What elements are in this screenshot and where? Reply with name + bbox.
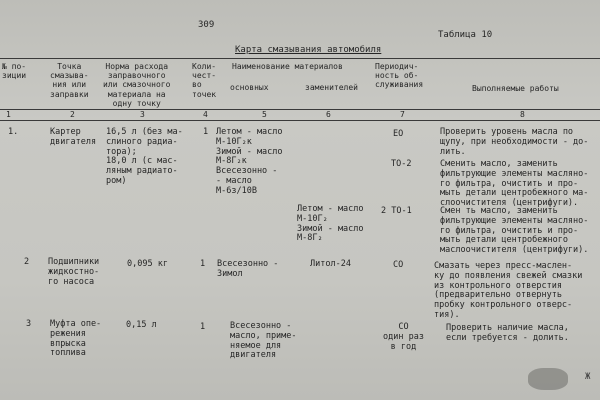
header-lubrication-point: Точка смазыва- ния или заправки	[50, 62, 89, 99]
col-number-5: 5	[262, 110, 267, 119]
row1-count: 1	[203, 127, 209, 137]
row3-count: 1	[200, 322, 206, 332]
row1-period-to1: 2 ТО-1	[381, 206, 412, 216]
col-number-8: 8	[520, 110, 525, 119]
row3-position: 3	[26, 319, 32, 329]
row2-substitute: Литол-24	[310, 259, 351, 269]
col-number-7: 7	[400, 110, 405, 119]
row1-point: Картер двигателя	[50, 127, 97, 147]
header-work-performed: Выполняемые работы	[472, 84, 559, 93]
col-number-3: 3	[140, 110, 145, 119]
row3-point: Муфта опе- режения впрыска топлива	[50, 319, 102, 359]
col-number-1: 1	[6, 110, 11, 119]
table-title: Карта смазывания автомобиля	[235, 45, 382, 55]
header-consumption-norm: Норма расхода заправочного или смазочного материала на одну точку	[103, 62, 171, 108]
corner-mark: Ж	[585, 372, 591, 382]
row2-main-material: Всесезонно - Зимол	[217, 259, 279, 279]
col-number-4: 4	[203, 110, 208, 119]
row2-point: Подшипники жидкостно- го насоса	[48, 257, 100, 287]
header-periodicity: Периодич- ность об- служивания	[375, 62, 424, 90]
row2-work: Смазать через пресс-маслен- ку до появления свежей смазки из контрольного отверстия (предварительно отвернуть пробку контрольного отверс- тия).	[434, 261, 583, 320]
row2-norm: 0,095 кг	[127, 259, 168, 269]
header-bottom-rule	[0, 109, 600, 110]
row1-position: 1.	[8, 127, 19, 137]
row2-position: 2	[24, 257, 30, 267]
header-top-rule	[0, 58, 600, 59]
row1-main-material: Летом - масло М-10Г₂к Зимой - масло М-8Г₂к Всесезонно - - масло М-6з/10В	[216, 127, 283, 196]
row3-work: Проверить наличие масла, если требуется - долить.	[446, 323, 569, 343]
row3-main-material: Всесезонно - масло, приме- няемое для двигателя	[230, 321, 297, 361]
row3-norm: 0,15 л	[126, 320, 157, 330]
row1-work-replace-to2: Сменить масло, заменить фильтрующие элементы маслянo- го фильтра, очистить и про- мыть детали центробежного ма- слоочистителя (центрифуги).	[440, 159, 589, 209]
row2-period: СО	[393, 260, 404, 270]
col-number-2: 2	[70, 110, 75, 119]
header-point-count: Коли- чест- во точек	[192, 62, 217, 99]
row1-period-eo: ЕО	[393, 129, 404, 139]
page-number: 309	[198, 20, 215, 30]
header-main-materials: основных	[230, 83, 269, 92]
row2-count: 1	[200, 259, 206, 269]
row1-norm: 16,5 л (без ма- слиного радиа- тора); 18,0 л (с мас- ляным радиато- ром)	[106, 127, 183, 186]
row3-period: СО один раз в год	[383, 322, 424, 352]
row1-work-replace-to1: Смен ть масло, заменить фильтрующие элементы масляно- го фильтра, очистить и про- мыть детали центробежного маслоочистителя (центрифуги).	[440, 206, 589, 256]
scan-smudge	[528, 368, 568, 390]
header-materials-group: Наименование материалов	[232, 62, 343, 71]
col-number-6: 6	[326, 110, 331, 119]
table-label: Таблица 10	[438, 30, 493, 40]
header-substitutes: заменителей	[305, 83, 358, 92]
row1-work-check: Проверить уровень масла по щупу, при необходимости - до- лить.	[440, 127, 589, 157]
row1-period-to2: ТО-2	[391, 159, 412, 169]
header-position: № по- зиции	[2, 62, 27, 81]
row1-substitute: Летом - масло М-10Г₂ Зимой - масло М-8Г₂	[297, 204, 364, 244]
column-numbers-rule	[0, 120, 600, 121]
